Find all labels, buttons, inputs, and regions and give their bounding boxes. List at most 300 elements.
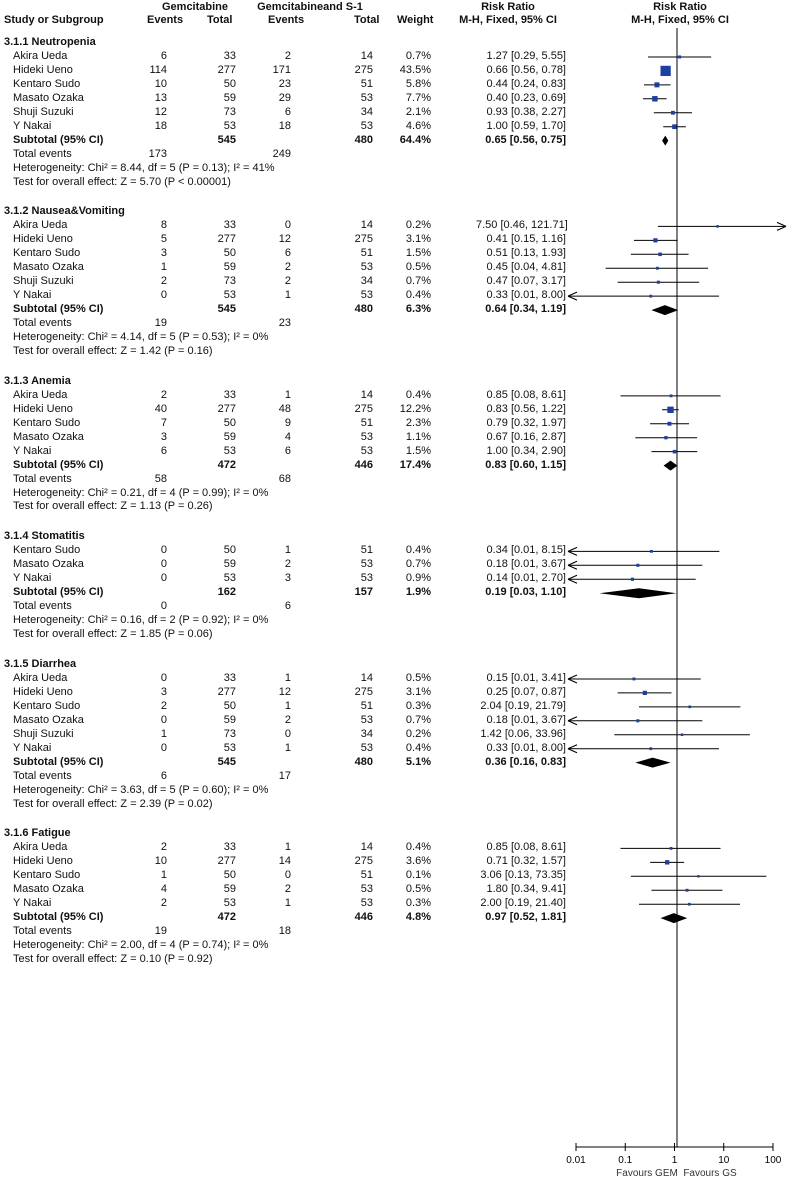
total-gem: 73 [223,105,236,118]
total-gem: 277 [217,685,236,698]
study-name: Akira Ueda [13,671,68,684]
weight: 0.4% [405,388,431,401]
total-gs: 53 [360,91,373,104]
study-name: Masato Ozaka [13,883,84,896]
risk-ratio-ci: 1.00 [0.59, 1.70] [486,119,566,132]
events-gem: 10 [154,77,167,90]
subtotal-total-gem: 545 [217,133,236,146]
weight: 0.4% [405,544,431,557]
header-rr-sub: M-H, Fixed, 95% CI [459,14,557,26]
subtotal-total-gem: 162 [217,586,236,599]
weight: 0.5% [405,883,431,896]
total-gem: 59 [223,713,236,726]
overall-effect: Test for overall effect: Z = 5.70 (P < 0.00001) [13,175,231,188]
weight: 1.5% [405,247,431,260]
total-gs: 51 [360,699,373,712]
risk-ratio-ci: 0.34 [0.01, 8.15] [486,544,566,557]
study-name: Shuji Suzuki [13,105,74,118]
events-gs: 1 [284,897,291,910]
total-gs: 53 [360,558,373,571]
events-gs: 1 [284,544,291,557]
total-gem: 53 [223,444,236,457]
effect-square [664,436,667,439]
total-gs: 53 [360,289,373,302]
risk-ratio-ci: 0.40 [0.23, 0.69] [486,91,566,104]
heterogeneity: Heterogeneity: Chi² = 0.16, df = 2 (P = 0.92); I² = 0% [13,614,269,627]
group-title: 3.1.4 Stomatitis [4,530,85,543]
subtotal-label: Subtotal (95% CI) [13,755,104,768]
effect-square [643,691,647,695]
effect-square [697,875,699,877]
total-gs: 51 [360,77,373,90]
total-gs: 53 [360,713,373,726]
events-gem: 2 [160,388,167,401]
weight: 1.5% [405,444,431,457]
weight: 0.1% [405,869,431,882]
total-gem: 33 [223,671,236,684]
group-title: 3.1.2 Nausea&Vomiting [4,205,125,218]
header-total-2: Total [354,14,380,26]
total-gs: 53 [360,897,373,910]
subtotal-total-gs: 446 [354,458,373,471]
subtotal-ci: 0.83 [0.60, 1.15] [485,458,566,471]
subtotal-diamond [599,588,676,598]
effect-square [632,678,635,681]
events-gem: 2 [160,275,167,288]
total-gem: 73 [223,275,236,288]
events-gem: 5 [160,233,167,246]
events-gs: 6 [284,444,291,457]
total-gs: 275 [354,402,373,415]
effect-square [668,422,672,426]
weight: 2.3% [405,416,431,429]
total-gs: 14 [360,841,373,854]
subtotal-label: Subtotal (95% CI) [13,303,104,316]
events-gs: 2 [284,713,291,726]
header-rr-title: Risk Ratio [481,1,535,13]
total-gem: 73 [223,727,236,740]
events-gem: 0 [160,572,167,585]
total-gem: 33 [223,841,236,854]
events-gem: 0 [160,289,167,302]
subtotal-diamond [635,758,670,768]
risk-ratio-ci: 0.15 [0.01, 3.41] [486,671,566,684]
x-tick-label: 10 [718,1155,730,1166]
overall-effect: Test for overall effect: Z = 2.39 (P = 0.02) [13,797,213,810]
events-gs: 2 [284,883,291,896]
events-gem: 3 [160,685,167,698]
risk-ratio-ci: 0.85 [0.08, 8.61] [486,388,566,401]
subtotal-weight: 1.9% [405,586,431,599]
total-gs: 14 [360,49,373,62]
total-gs: 14 [360,219,373,232]
effect-square [654,82,659,87]
favours-gem-label: Favours GEM [616,1168,678,1179]
risk-ratio-ci: 0.47 [0.07, 3.17] [486,275,566,288]
weight: 0.5% [405,671,431,684]
total-gem: 50 [223,869,236,882]
header-events-2: Events [268,14,305,26]
total-gs: 14 [360,388,373,401]
risk-ratio-ci: 0.41 [0.15, 1.16] [486,233,566,246]
risk-ratio-ci: 0.66 [0.56, 0.78] [486,63,566,76]
events-gs: 0 [284,219,291,232]
weight: 0.4% [405,841,431,854]
weight: 0.2% [405,727,431,740]
total-events-label: Total events [13,769,72,782]
risk-ratio-ci: 0.14 [0.01, 2.70] [486,572,566,585]
risk-ratio-ci: 0.18 [0.01, 3.67] [486,558,566,571]
subtotal-ci: 0.36 [0.16, 0.83] [485,755,566,768]
overall-effect: Test for overall effect: Z = 0.10 (P = 0.92) [13,953,213,965]
risk-ratio-ci: 0.45 [0.04, 4.81] [486,261,566,274]
events-gem: 0 [160,713,167,726]
events-gs: 1 [284,388,291,401]
subtotal-label: Subtotal (95% CI) [13,458,104,471]
effect-square [636,564,639,567]
study-name: Hideki Ueno [13,855,73,868]
total-gem: 277 [217,855,236,868]
events-gs: 1 [284,289,291,302]
effect-square [686,889,689,892]
total-events-gem: 58 [154,472,167,485]
total-gem: 53 [223,572,236,585]
events-gem: 2 [160,897,167,910]
risk-ratio-ci: 0.85 [0.08, 8.61] [486,841,566,854]
total-gem: 53 [223,119,236,132]
total-gem: 53 [223,897,236,910]
group-title: 3.1.6 Fatigue [4,827,71,840]
study-name: Masato Ozaka [13,558,84,571]
events-gem: 2 [160,699,167,712]
weight: 3.6% [405,855,431,868]
events-gem: 12 [154,105,167,118]
subtotal-total-gs: 446 [354,911,373,924]
risk-ratio-ci: 0.71 [0.32, 1.57] [486,855,566,868]
weight: 0.7% [405,49,431,62]
total-gs: 51 [360,247,373,260]
risk-ratio-ci: 3.06 [0.13, 73.35] [480,869,566,882]
study-name: Kentaro Sudo [13,544,81,557]
effect-square [660,66,670,76]
total-gem: 59 [223,558,236,571]
effect-square [665,860,669,864]
subtotal-ci: 0.19 [0.03, 1.10] [485,586,566,599]
risk-ratio-ci: 1.80 [0.34, 9.41] [486,883,566,896]
risk-ratio-ci: 0.93 [0.38, 2.27] [486,105,566,118]
total-events-gem: 0 [160,600,167,613]
risk-ratio-ci: 7.50 [0.46, 121.71] [476,219,568,232]
subtotal-total-gem: 472 [217,458,236,471]
total-gs: 275 [354,63,373,76]
study-name: Akira Ueda [13,388,68,401]
risk-ratio-ci: 1.00 [0.34, 2.90] [486,444,566,457]
weight: 0.2% [405,219,431,232]
effect-square [649,295,652,298]
subtotal-weight: 5.1% [405,755,431,768]
header-total-1: Total [207,14,233,26]
events-gs: 9 [284,416,291,429]
risk-ratio-ci: 0.79 [0.32, 1.97] [486,416,566,429]
weight: 5.8% [405,77,431,90]
effect-square [649,747,652,750]
weight: 0.5% [405,261,431,274]
events-gem: 40 [154,402,167,415]
total-events-gem: 19 [154,317,167,330]
total-events-label: Total events [13,600,72,613]
total-gem: 53 [223,741,236,754]
total-events-gs: 18 [278,925,291,938]
risk-ratio-ci: 0.33 [0.01, 8.00] [486,741,566,754]
events-gs: 1 [284,699,291,712]
study-name: Y Nakai [13,444,52,457]
study-name: Kentaro Sudo [13,77,81,90]
total-gem: 59 [223,261,236,274]
subtotal-total-gem: 545 [217,755,236,768]
weight: 3.1% [405,685,431,698]
study-name: Y Nakai [13,119,52,132]
study-name: Y Nakai [13,897,52,910]
overall-effect: Test for overall effect: Z = 1.42 (P = 0.16) [13,344,213,357]
total-gs: 53 [360,741,373,754]
header-group1: Gemcitabine [161,1,229,13]
subtotal-diamond [661,913,688,923]
study-name: Hideki Ueno [13,63,73,76]
header-group2: Gemcitabineand S-1 [257,1,363,13]
total-gs: 34 [360,105,373,118]
effect-square [656,267,659,270]
subtotal-ci: 0.64 [0.34, 1.19] [485,303,566,316]
events-gem: 0 [160,544,167,557]
total-gem: 277 [217,63,236,76]
total-gs: 14 [360,671,373,684]
total-gem: 59 [223,430,236,443]
total-gem: 33 [223,219,236,232]
events-gs: 1 [284,671,291,684]
favours-gs-label: Favours GS [683,1168,737,1179]
events-gs: 2 [284,275,291,288]
group-title: 3.1.5 Diarrhea [4,658,77,670]
events-gs: 171 [272,63,291,76]
events-gem: 6 [160,49,167,62]
weight: 43.5% [399,63,431,76]
risk-ratio-ci: 0.51 [0.13, 1.93] [486,247,566,260]
total-gs: 53 [360,261,373,274]
events-gs: 4 [284,430,291,443]
events-gs: 0 [284,727,291,740]
events-gem: 0 [160,671,167,684]
subtotal-total-gs: 480 [354,303,373,316]
total-gem: 33 [223,388,236,401]
events-gem: 1 [160,261,167,274]
total-gem: 59 [223,91,236,104]
total-gs: 275 [354,685,373,698]
study-name: Hideki Ueno [13,233,73,246]
weight: 2.1% [405,105,431,118]
total-events-gem: 173 [148,147,167,160]
total-gs: 51 [360,416,373,429]
total-gem: 53 [223,289,236,302]
heterogeneity: Heterogeneity: Chi² = 8.44, df = 5 (P = 0.13); I² = 41% [13,161,275,174]
events-gem: 3 [160,247,167,260]
study-name: Kentaro Sudo [13,869,81,882]
effect-square [671,111,675,115]
events-gs: 12 [278,685,291,698]
study-name: Kentaro Sudo [13,247,81,260]
effect-square [673,450,677,454]
weight: 0.7% [405,558,431,571]
events-gem: 10 [154,855,167,868]
events-gem: 2 [160,841,167,854]
subtotal-weight: 4.8% [405,911,431,924]
effect-square [688,706,691,709]
total-events-label: Total events [13,147,72,160]
events-gs: 12 [278,233,291,246]
weight: 4.6% [405,119,431,132]
effect-square [631,578,634,581]
risk-ratio-ci: 0.44 [0.24, 0.83] [486,77,566,90]
risk-ratio-ci: 0.25 [0.07, 0.87] [486,685,566,698]
events-gs: 2 [284,49,291,62]
events-gs: 2 [284,261,291,274]
subtotal-label: Subtotal (95% CI) [13,586,104,599]
study-name: Akira Ueda [13,841,68,854]
events-gs: 1 [284,741,291,754]
study-name: Y Nakai [13,289,52,302]
total-gs: 34 [360,275,373,288]
weight: 0.7% [405,713,431,726]
events-gs: 6 [284,247,291,260]
header-events-1: Events [147,14,184,26]
risk-ratio-ci: 0.33 [0.01, 8.00] [486,289,566,302]
subtotal-total-gem: 545 [217,303,236,316]
subtotal-total-gs: 157 [354,586,373,599]
study-name: Akira Ueda [13,219,68,232]
total-gem: 50 [223,416,236,429]
total-gem: 50 [223,247,236,260]
weight: 0.4% [405,741,431,754]
events-gem: 8 [160,219,167,232]
total-gem: 59 [223,883,236,896]
weight: 12.2% [399,402,431,415]
events-gem: 18 [154,119,167,132]
events-gs: 23 [278,77,291,90]
total-events-gem: 19 [154,925,167,938]
total-gem: 50 [223,544,236,557]
study-name: Masato Ozaka [13,261,84,274]
events-gem: 6 [160,444,167,457]
x-tick-label: 0.01 [566,1155,586,1166]
events-gem: 0 [160,558,167,571]
events-gem: 114 [149,63,167,76]
effect-square [653,238,657,242]
events-gem: 0 [160,741,167,754]
effect-square [681,733,684,736]
events-gem: 1 [160,869,167,882]
total-events-gs: 17 [278,769,291,782]
effect-square [636,719,639,722]
x-tick-label: 0.1 [618,1155,633,1166]
study-name: Masato Ozaka [13,713,84,726]
events-gem: 1 [160,727,167,740]
events-gs: 18 [278,119,291,132]
effect-square [658,253,662,257]
total-gs: 51 [360,544,373,557]
total-events-gs: 68 [278,472,291,485]
total-gem: 50 [223,699,236,712]
study-name: Kentaro Sudo [13,699,81,712]
risk-ratio-ci: 1.27 [0.29, 5.55] [486,49,566,62]
total-gs: 275 [354,855,373,868]
total-gem: 277 [217,233,236,246]
subtotal-weight: 17.4% [399,458,431,471]
events-gs: 29 [278,91,291,104]
effect-square [670,847,673,850]
events-gs: 6 [284,105,291,118]
effect-square [672,124,677,129]
effect-square [657,281,660,284]
total-events-gs: 23 [278,317,291,330]
weight: 0.3% [405,699,431,712]
events-gs: 0 [284,869,291,882]
weight: 3.1% [405,233,431,246]
events-gs: 1 [284,841,291,854]
total-gs: 53 [360,572,373,585]
events-gs: 14 [278,855,291,868]
weight: 0.7% [405,275,431,288]
study-name: Akira Ueda [13,49,68,62]
subtotal-weight: 6.3% [405,303,431,316]
subtotal-ci: 0.65 [0.56, 0.75] [485,133,566,146]
weight: 1.1% [405,430,431,443]
subtotal-diamond [662,136,668,146]
heterogeneity: Heterogeneity: Chi² = 2.00, df = 4 (P = 0.74); I² = 0% [13,939,269,952]
risk-ratio-ci: 2.04 [0.19, 21.79] [480,699,566,712]
total-gs: 275 [354,233,373,246]
group-title: 3.1.1 Neutropenia [4,36,96,48]
overall-effect: Test for overall effect: Z = 1.85 (P = 0.06) [13,628,213,641]
study-name: Hideki Ueno [13,685,73,698]
total-gs: 53 [360,444,373,457]
total-events-gs: 249 [272,147,291,160]
total-events-label: Total events [13,925,72,938]
subtotal-diamond [664,461,678,471]
header-plot-sub: M-H, Fixed, 95% CI [631,14,729,26]
study-name: Hideki Ueno [13,402,73,415]
subtotal-total-gem: 472 [217,911,236,924]
effect-square [667,407,673,413]
total-gem: 50 [223,77,236,90]
subtotal-label: Subtotal (95% CI) [13,911,104,924]
total-events-label: Total events [13,317,72,330]
weight: 0.4% [405,289,431,302]
effect-square [650,550,653,553]
total-gs: 51 [360,869,373,882]
subtotal-total-gs: 480 [354,133,373,146]
total-events-gem: 6 [160,769,167,782]
weight: 0.9% [405,572,431,585]
study-name: Y Nakai [13,572,52,585]
total-events-gs: 6 [284,600,291,613]
events-gem: 3 [160,430,167,443]
study-name: Y Nakai [13,741,52,754]
subtotal-total-gs: 480 [354,755,373,768]
study-name: Kentaro Sudo [13,416,81,429]
total-gs: 53 [360,430,373,443]
events-gs: 48 [278,402,291,415]
total-gs: 53 [360,883,373,896]
total-events-label: Total events [13,472,72,485]
